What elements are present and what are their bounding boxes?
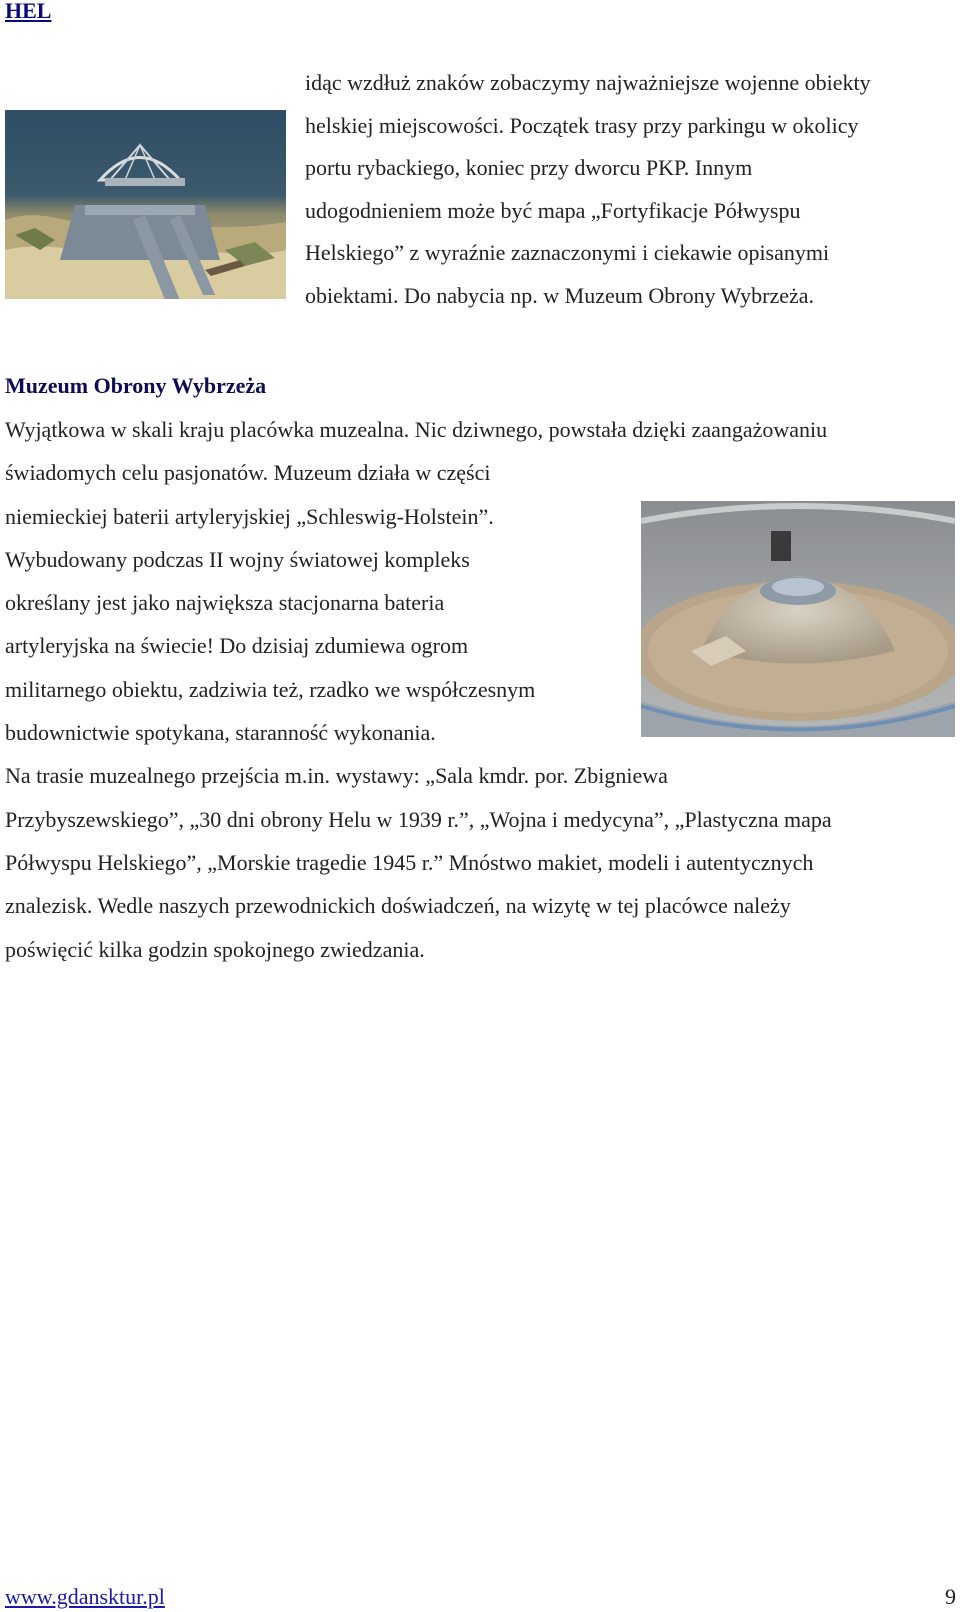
- battery-emplacement-photo: [641, 501, 955, 737]
- fortification-model-photo: [5, 110, 286, 299]
- intro-line: idąc wzdłuż znaków zobaczymy najważniejsze wojenne obiekty: [305, 70, 871, 95]
- page-header-title: HEL: [5, 0, 52, 23]
- body-line: określany jest jako największa stacjonarna bateria: [5, 590, 445, 616]
- body-line: Przybyszewskiego”, „30 dni obrony Helu w 1939 r.”, „Wojna i medycyna”, „Plastyczna mapa: [5, 806, 832, 832]
- footer-website-link[interactable]: www.gdansktur.pl: [5, 1584, 165, 1609]
- intro-line: helskiej miejscowości. Początek trasy przy parkingu w okolicy: [305, 112, 859, 138]
- body-line: niemieckiej baterii artyleryjskiej „Schleswig-Holstein”.: [5, 503, 494, 529]
- body-line: Wybudowany podczas II wojny światowej kompleks: [5, 546, 470, 572]
- body-line: Półwyspu Helskiego”, „Morskie tragedie 1945 r.” Mnóstwo makiet, modeli i autentycznych: [5, 849, 814, 875]
- body-line: budownictwie spotykana, staranność wykonania.: [5, 720, 436, 746]
- section-heading: Muzeum Obrony Wybrzeża: [5, 373, 267, 398]
- intro-paragraph: [305, 62, 955, 318]
- body-line: Wyjątkowa w skali kraju placówka muzealna. Nic dziwnego, powstała dzięki zaangażowaniu: [5, 417, 828, 442]
- intro-line: obiektami. Do nabycia np. w Muzeum Obrony Wybrzeża.: [305, 282, 815, 308]
- body-line: świadomych celu pasjonatów. Muzeum działa w części: [5, 460, 491, 486]
- intro-line: portu rybackiego, koniec przy dworcu PKP. Innym: [305, 155, 753, 181]
- body-line: militarnego obiektu, zadziwia też, rzadko we współczesnym: [5, 676, 536, 702]
- page-number: 9: [945, 1584, 956, 1609]
- body-line: artyleryjska na świecie! Do dzisiaj zdumiewa ogrom: [5, 633, 469, 659]
- body-line: poświęcić kilka godzin spokojnego zwiedzania.: [5, 936, 425, 962]
- intro-line: udogodnieniem może być mapa „Fortyfikacje Półwyspu: [305, 197, 801, 223]
- body-line: Na trasie muzealnego przejścia m.in. wystawy: „Sala kmdr. por. Zbigniewa: [5, 763, 668, 789]
- body-line: znalezisk. Wedle naszych przewodnickich doświadczeń, na wizytę w tej placówce należy: [5, 893, 791, 919]
- intro-line: Helskiego” z wyraźnie zaznaczonymi i ciekawie opisanymi: [305, 240, 830, 266]
